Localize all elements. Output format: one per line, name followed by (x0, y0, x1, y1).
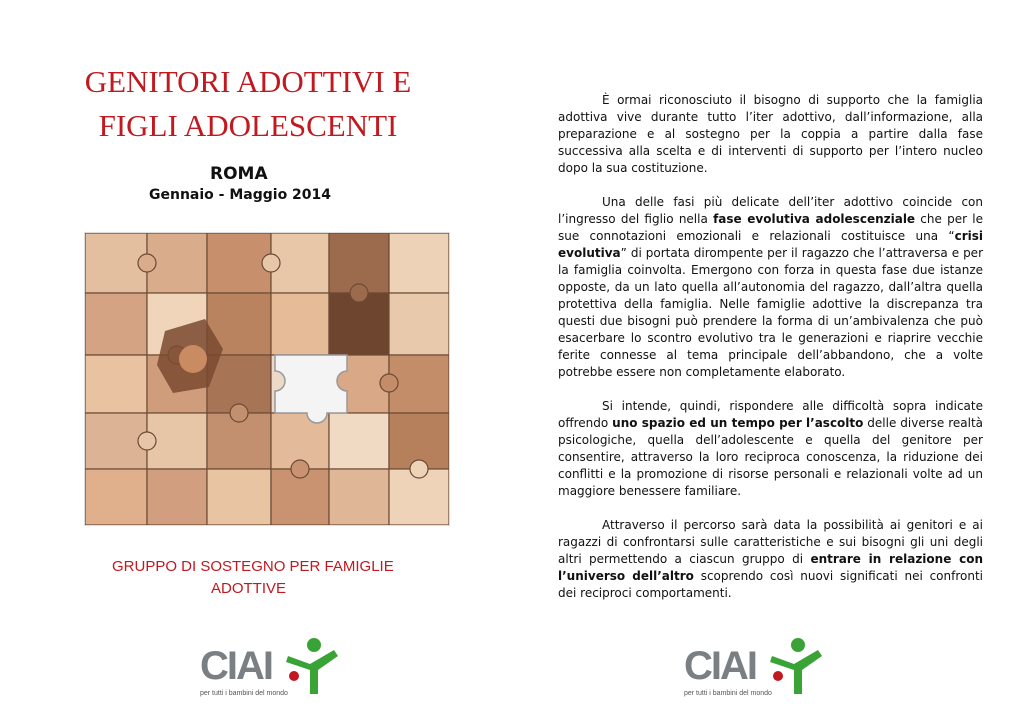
ciai-logo-right (684, 636, 834, 702)
paragraph-1 (558, 92, 983, 177)
ciai-figure-icon (766, 636, 826, 696)
logo-tagline: per tutti i bambini del mondo (200, 690, 288, 697)
logo-tagline: per tutti i bambini del mondo (684, 690, 772, 697)
p2-bold-2: crisi evolutiva (558, 229, 983, 260)
logo-word: CIAI (684, 644, 756, 688)
p4-bold-1: entrare in relazione con l’universo dell’altro (558, 552, 983, 583)
paragraph-3 (558, 398, 983, 500)
p3-bold-1: uno spazio ed un tempo per l’ascolto (612, 416, 864, 430)
logo-word: CIAI (200, 644, 272, 688)
p4-text-2: scoprendo così nuovi significati nei confronti dei reciproci comportamenti. (558, 569, 984, 600)
p3-text-1: Si intende, quindi, rispondere alle difficoltà sopra indicate offrendo (558, 399, 983, 430)
p4-text-1: Attraverso il percorso sarà data la possibilità ai genitori e ai ragazzi di confrontarsi sulle caratteristiche e sui bisogni gli uni degli altri permettendo a ciascun gruppo di (558, 518, 983, 566)
paragraph-2 (558, 194, 983, 381)
title-line-2: FIGLI ADOLESCENTI (98, 108, 398, 143)
p2-text-1: Una delle fasi più delicate dell’iter adottivo coincide con l’ingresso del figlio nella (558, 195, 983, 226)
paragraph-4 (558, 517, 983, 602)
group-line-1: GRUPPO DI SOSTEGNO PER FAMIGLIE (112, 558, 394, 575)
p2-bold-1: fase evolutiva adolescenziale (713, 212, 916, 226)
title-line-1: GENITORI ADOTTIVI E (84, 64, 412, 99)
p1-text: È ormai riconosciuto il bisogno di supporto che la famiglia adottiva vive durante tutto l’iter adottivo, dall’informazione, alla preparazione e al sostegno per la coppia a partire dalla fase successiva alla scelta e di interventi di supporto per l’intero nucleo dopo la sua costituzione. (558, 93, 983, 175)
city-label: ROMA (210, 164, 268, 184)
page-title (48, 60, 448, 148)
puzzle-faces-collage-icon (84, 232, 450, 526)
group-subtitle (112, 556, 452, 600)
p2-text-2: che per le sue connotazioni emozionali e relazionali costituisce una “ (558, 212, 984, 243)
ciai-logo-left (200, 636, 350, 702)
group-line-2: ADOTTIVE (211, 580, 287, 597)
ciai-figure-icon (282, 636, 342, 696)
body-text (558, 92, 983, 619)
dates-label: Gennaio - Maggio 2014 (149, 187, 332, 203)
p3-text-2: delle diverse realtà psicologiche, quella dell’adolescente e quella del genitore per consentire, attraverso la loro reciproca conoscenza, la riduzione dei conflitti e la promozione di risorse personali e relazionali volte ad un maggiore benessere familiare. (558, 416, 984, 498)
p2-text-3: ” di portata dirompente per il ragazzo che l’attraversa e per la famiglia coinvolta. Emergono con forza in questa fase due istanze opposte, da un lato quella all’autonomia del ragazzo, dall’altra quella protettiva della famiglia. Nelle famiglie adottive la discrepanza tra questi due bisogni può prendere la forma di un’ambivalenza che può esacerbare lo scontro evolutivo tra le generazioni e riaprire vecchie ferite connesse al tema principale dell’abbandono, che a volte potrebbe essere non completamente elaborato. (558, 246, 983, 379)
